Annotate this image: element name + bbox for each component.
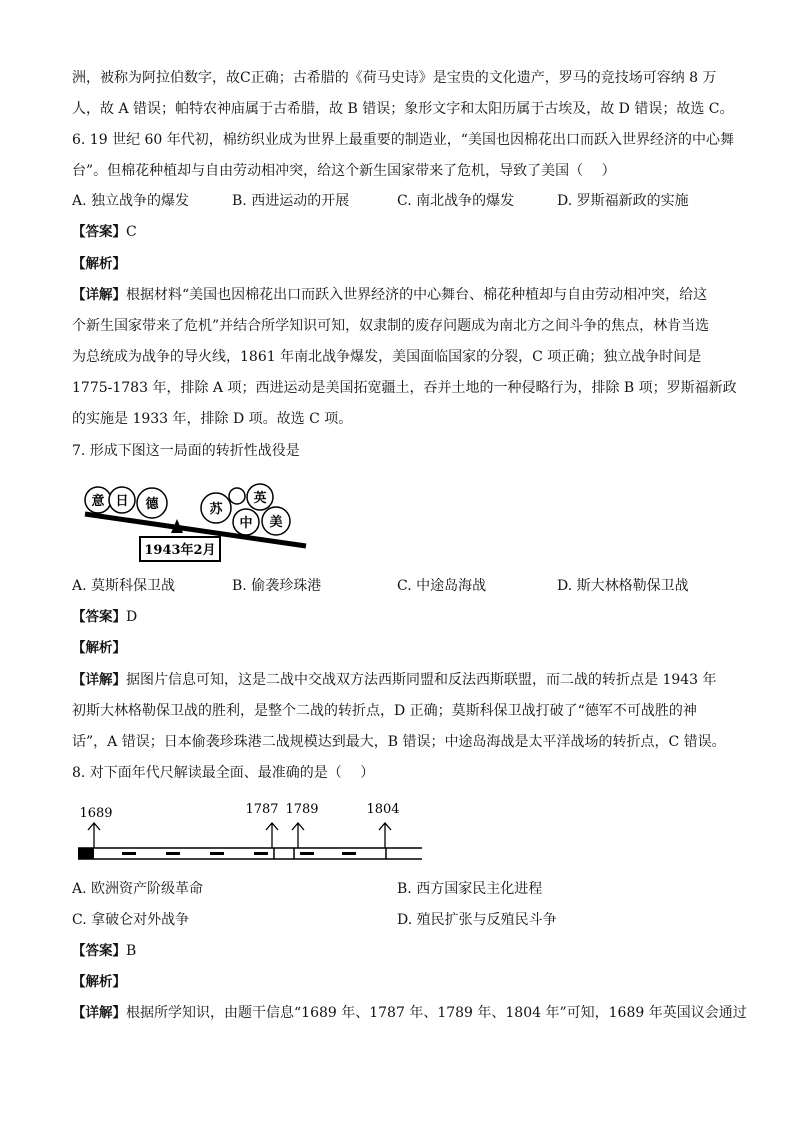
answer-value: D <box>126 609 138 625</box>
answer-tag: 【答案】 <box>72 609 126 625</box>
answer-tag: 【答案】 <box>72 224 126 240</box>
q6-detail <box>72 284 722 306</box>
timeline-year-1787: 1787 <box>245 802 279 817</box>
arrow-1789 <box>292 823 304 848</box>
ball-usa-label: 美 <box>269 515 283 530</box>
q6-option-d: D. 罗斯福新政的实施 <box>557 193 689 209</box>
timeline-dash <box>122 852 136 855</box>
question-6-stem: 6. 19 世纪 60 年代初，棉纺织业成为世界上最重要的制造业，“美国也因棉花出口而跃入世界经济的中心舞 <box>72 132 734 148</box>
timeline-year-1689: 1689 <box>79 806 113 821</box>
q8-option-d: D. 殖民扩张与反殖民斗争 <box>397 912 557 928</box>
q6-detail-line: 个新生国家带来了危机”并结合所学知识可知，奴隶制的废存问题成为南北方之间斗争的焦点，林肯当选 <box>72 318 710 334</box>
q6-detail-line: 的实施是 1933 年，排除 D 项。故选 C 项。 <box>72 411 353 427</box>
question-8-stem: 8. 对下面年代尺解读最全面、最准确的是（ ） <box>72 765 375 781</box>
answer-value: B <box>126 943 137 959</box>
timeline-dash <box>342 852 356 855</box>
ball-small <box>229 488 245 504</box>
q7-option-b: B. 偷袭珍珠港 <box>232 578 322 594</box>
analysis-tag: 【解析】 <box>72 974 126 990</box>
timeline-start-block <box>78 848 94 859</box>
ball-germany-label: 德 <box>145 497 159 512</box>
answer-tag: 【答案】 <box>72 943 126 959</box>
q8-analysis-tag <box>72 971 722 993</box>
ball-soviet-label: 苏 <box>209 502 223 517</box>
arrow-1804 <box>379 823 391 848</box>
q6-option-a: A. 独立战争的爆发 <box>72 193 190 209</box>
q8-option-a: A. 欧洲资产阶级革命 <box>72 881 204 897</box>
q7-answer <box>72 606 722 628</box>
detail-text: 据图片信息可知，这是二战中交战双方法西斯同盟和反法西斯联盟，而二战的转折点是 1943 年 <box>126 672 717 688</box>
detail-text: 根据所学知识，由题干信息“1689 年、1787 年、1789 年、1804 年”可知，1689 年英国议会通过 <box>126 1005 747 1021</box>
q8-answer <box>72 940 722 962</box>
q6-detail-line: 1775-1783 年，排除 A 项；西进运动是美国拓宽疆土，吞并土地的一种侵略行为，排除 B 项；罗斯福新政 <box>72 380 737 396</box>
q7-option-c: C. 中途岛海战 <box>397 578 487 594</box>
q7-option-a: A. 莫斯科保卫战 <box>72 578 176 594</box>
q7-detail <box>72 669 722 691</box>
q8-detail <box>72 1002 747 1024</box>
analysis-tag: 【解析】 <box>72 256 126 272</box>
timeline-dash <box>254 852 268 855</box>
question-7-stem: 7. 形成下图这一局面的转折性战役是 <box>72 443 300 459</box>
timeline-dash <box>210 852 224 855</box>
text-line: 人，故 A 错误；帕特农神庙属于古希腊，故 B 错误；象形文字和太阳历属于古埃及，故 D 错误；故选 C。 <box>72 101 734 117</box>
question-6-stem: 台”。但棉花种植却与自由劳动相冲突，给这个新生国家带来了危机，导致了美国（ ） <box>72 163 616 179</box>
ball-britain-label: 英 <box>253 491 267 506</box>
q8-option-c: C. 拿破仑对外战争 <box>72 912 190 928</box>
timeline-dash <box>300 852 314 855</box>
ball-italy-label: 意 <box>91 494 105 509</box>
answer-value: C <box>126 224 137 240</box>
seesaw-illustration <box>80 480 320 570</box>
timeline-year-1804: 1804 <box>366 802 400 817</box>
detail-tag: 【详解】 <box>72 672 126 688</box>
q7-option-d: D. 斯大林格勒保卫战 <box>557 578 689 594</box>
q8-option-b: B. 西方国家民主化进程 <box>397 881 543 897</box>
ball-china-label: 中 <box>239 516 253 531</box>
q7-analysis-tag <box>72 637 722 659</box>
timeline-illustration <box>76 795 426 865</box>
detail-text: 根据材料“美国也因棉花出口而跃入世界经济的中心舞台、棉花种植却与自由劳动相冲突，给这 <box>126 287 708 303</box>
q6-option-b: B. 西进运动的开展 <box>232 193 350 209</box>
detail-tag: 【详解】 <box>72 1005 126 1021</box>
timeline-dash <box>166 852 180 855</box>
q6-answer <box>72 221 722 243</box>
ball-japan-label: 日 <box>115 494 129 509</box>
text-line: 洲，被称为阿拉伯数字，故C正确；古希腊的《荷马史诗》是宝贵的文化遗产，罗马的竞技场可容纳 8 万 <box>72 70 717 86</box>
q6-option-c: C. 南北战争的爆发 <box>397 193 515 209</box>
analysis-tag: 【解析】 <box>72 640 126 656</box>
timeline-figure <box>76 795 426 865</box>
detail-tag: 【详解】 <box>72 287 126 303</box>
date-label: 1943年2月 <box>144 543 216 558</box>
q7-detail-line: 话”，A 错误；日本偷袭珍珠港二战规模达到最大，B 错误；中途岛海战是太平洋战场的转折点，C 错误。 <box>72 734 726 750</box>
q6-analysis-tag <box>72 253 722 275</box>
q7-detail-line: 初斯大林格勒保卫战的胜利，是整个二战的转折点，D 正确；莫斯科保卫战打破了“德军不可战胜的神 <box>72 703 697 719</box>
timeline-year-1789: 1789 <box>285 802 319 817</box>
arrow-1787 <box>266 823 278 848</box>
seesaw-figure <box>80 480 320 570</box>
arrow-1689 <box>88 823 100 848</box>
q6-detail-line: 为总统成为战争的导火线，1861 年南北战争爆发，美国面临国家的分裂，C 项正确；独立战争时间是 <box>72 349 702 365</box>
